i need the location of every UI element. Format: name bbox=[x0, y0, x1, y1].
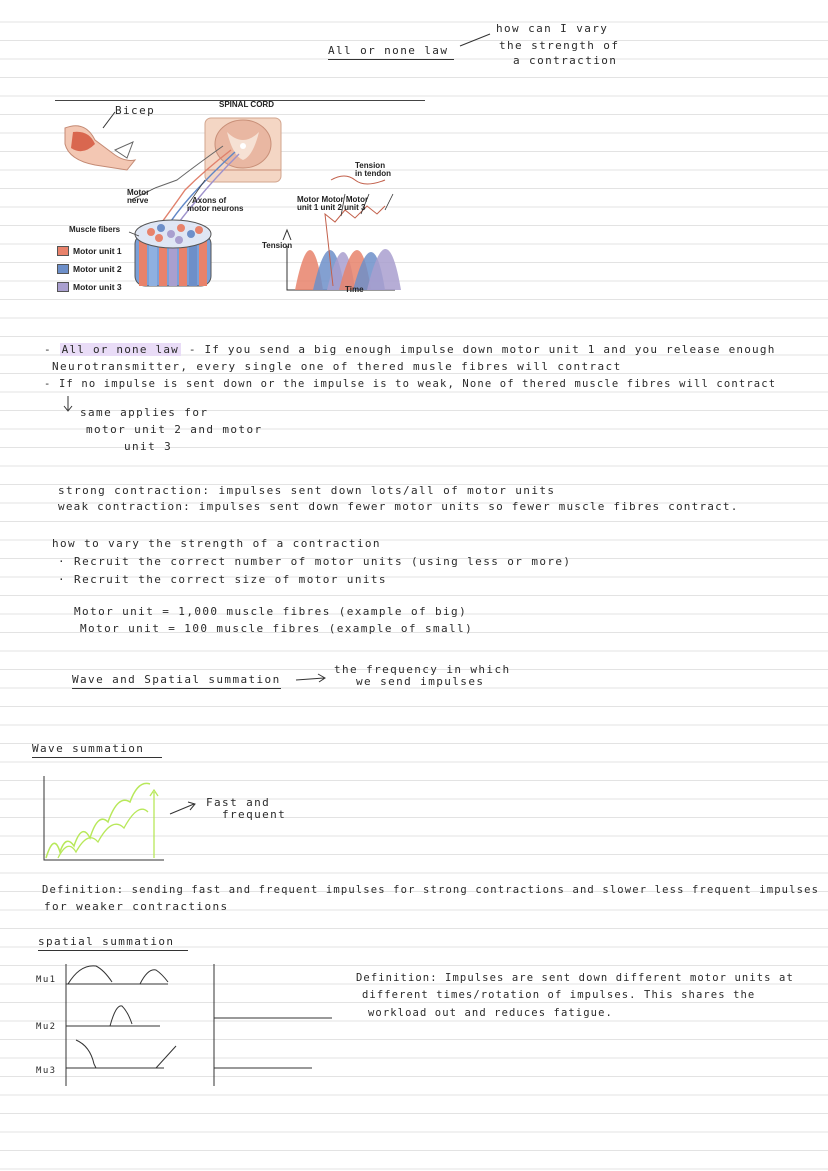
legend-swatch-1 bbox=[57, 246, 69, 256]
wave-summation-graph bbox=[38, 772, 168, 864]
summation-heading: Wave and Spatial summation bbox=[72, 673, 281, 689]
legend-motor-unit-2 bbox=[57, 264, 122, 274]
summation-arrow bbox=[294, 670, 334, 686]
weak-contraction: weak contraction: impulses sent down fewer motor units so fewer muscle fibres contract. bbox=[58, 500, 739, 513]
legend-swatch-2 bbox=[57, 264, 69, 274]
example-small: Motor unit = 100 muscle fibres (example of small) bbox=[80, 622, 474, 635]
tension-in-tendon-2: in tendon bbox=[355, 169, 391, 178]
legend-label-3: Motor unit 3 bbox=[73, 282, 122, 292]
title-note-2: the strength of bbox=[499, 39, 620, 52]
mu2-label: Mu2 bbox=[36, 1022, 57, 1032]
vary-heading: how to vary the strength of a contraction bbox=[52, 537, 381, 550]
time-axis-label: Time bbox=[345, 285, 364, 294]
mu3-label: Mu3 bbox=[36, 1066, 57, 1076]
strong-contraction: strong contraction: impulses sent down lots/all of motor units bbox=[58, 484, 556, 497]
fast-frequent-1: Fast and bbox=[206, 796, 271, 809]
law-line-1: - All or none law - If you send a big enough impulse down motor unit 1 and you release enough bbox=[44, 343, 776, 356]
fast-frequent-arrow bbox=[168, 800, 202, 818]
bicep-label: Bicep bbox=[115, 104, 156, 117]
motor-nerve-label-2: nerve bbox=[127, 196, 149, 205]
motor-units-header-1: Motor Motor Motor bbox=[297, 195, 369, 204]
legend-label-2: Motor unit 2 bbox=[73, 264, 122, 274]
spatial-definition-3: workload out and reduces fatigue. bbox=[368, 1007, 613, 1019]
law-line-2: Neurotransmitter, every single one of thered musle fibres will contract bbox=[52, 360, 622, 373]
spatial-summation-graph bbox=[60, 960, 340, 1092]
same-applies-3: unit 3 bbox=[124, 440, 173, 453]
legend-motor-unit-1 bbox=[57, 246, 122, 256]
motor-unit-figure bbox=[55, 100, 435, 300]
vary-bullet-2: · Recruit the correct size of motor units bbox=[58, 573, 387, 586]
law-term: All or none law bbox=[61, 343, 179, 356]
spatial-heading: spatial summation bbox=[38, 935, 188, 951]
summation-note-1: the frequency in which bbox=[334, 663, 511, 676]
law-line-1-text: - If you send a big enough impulse down motor unit 1 and you release enough bbox=[181, 343, 776, 356]
vary-bullet-1: · Recruit the correct number of motor units (using less or more) bbox=[58, 555, 572, 568]
spatial-definition-2: different times/rotation of impulses. This shares the bbox=[362, 989, 756, 1001]
tension-axis-label: Tension bbox=[262, 241, 293, 250]
same-applies-2: motor unit 2 and motor bbox=[86, 423, 263, 436]
muscle-fibers-label: Muscle fibers bbox=[69, 225, 121, 234]
spatial-definition-1: Definition: Impulses are sent down different motor units at bbox=[356, 972, 794, 984]
summation-note-2: we send impulses bbox=[356, 675, 485, 688]
mu1-label: Mu1 bbox=[36, 975, 57, 985]
title-note-3: a contraction bbox=[513, 54, 618, 67]
law-line-3: - If no impulse is sent down or the impulse is to weak, None of thered muscle fibres will contract bbox=[44, 378, 777, 390]
motor-nerve-label-1: Motor bbox=[127, 188, 150, 197]
motor-units-header-2: unit 1 unit 2 unit 3 bbox=[297, 203, 366, 212]
axons-label-1: Axons of bbox=[192, 196, 227, 205]
wave-heading: Wave summation bbox=[32, 742, 162, 758]
wave-definition-2: for weaker contractions bbox=[44, 900, 229, 913]
same-applies-1: same applies for bbox=[80, 406, 209, 419]
legend-swatch-3 bbox=[57, 282, 69, 292]
example-big: Motor unit = 1,000 muscle fibres (example of big) bbox=[74, 605, 468, 618]
tension-in-tendon-1: Tension bbox=[355, 161, 386, 170]
title-note-1: how can I vary bbox=[496, 22, 609, 35]
fast-frequent-2: frequent bbox=[222, 808, 287, 821]
page-title: All or none law bbox=[328, 44, 454, 60]
legend-motor-unit-3 bbox=[57, 282, 122, 292]
same-arrow bbox=[62, 394, 76, 414]
wave-definition-1: Definition: sending fast and frequent impulses for strong contractions and slower less frequent impulses bbox=[42, 884, 820, 896]
axons-label-2: motor neurons bbox=[187, 204, 244, 213]
spinal-cord-label: SPINAL CORD bbox=[219, 100, 274, 109]
title-arrow bbox=[458, 30, 494, 50]
legend-label-1: Motor unit 1 bbox=[73, 246, 122, 256]
